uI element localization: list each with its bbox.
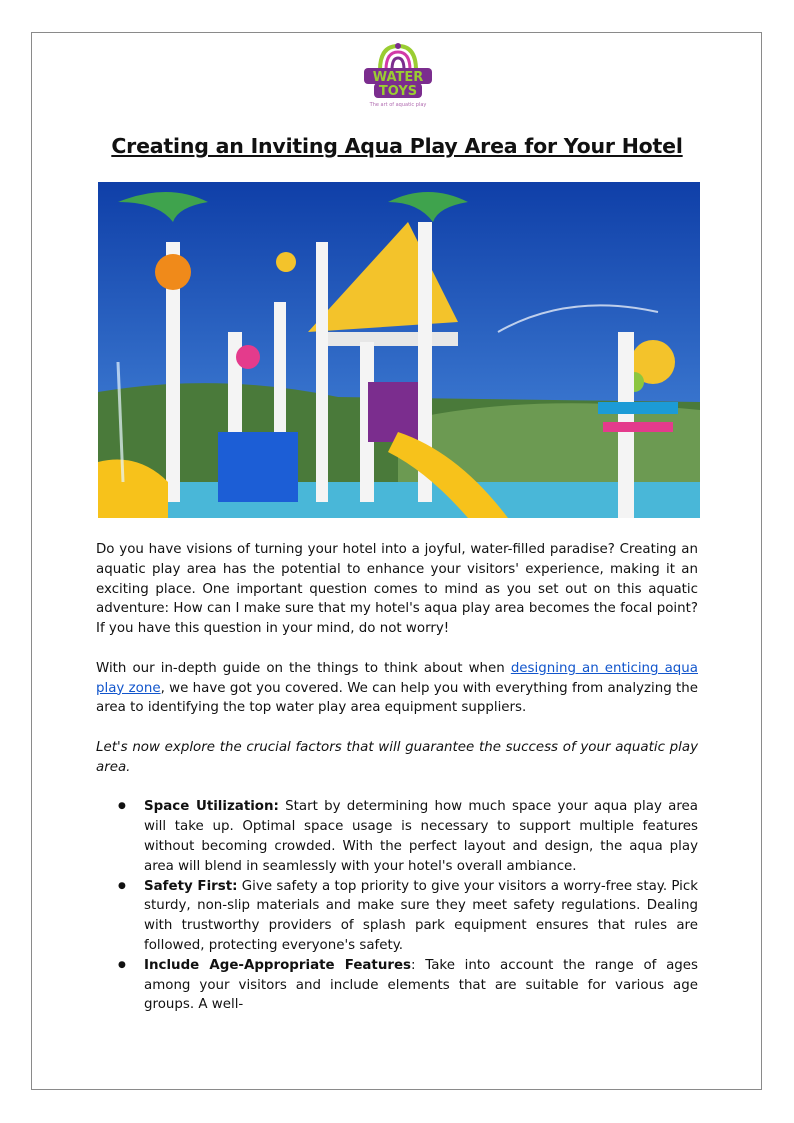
article-body — [96, 540, 698, 1015]
logo-text-water: WATER — [372, 70, 424, 85]
bullet-text: Start by determining how much space your aqua play area will take up. Optimal space usage is necessary to support multiple features without becoming crowded. With the perfect layout and design, the aqua play area will blend in seamlessly with your hotel's overall ambiance. — [144, 799, 699, 874]
bullet-text: Give safety a top priority to give your visitors a worry-free stay. Pick sturdy, non-slip materials and make sure they meet safety regulations. Dealing with trustworthy providers of splash park equipment ensures that rules are followed, protecting everyone's safety. — [144, 878, 698, 953]
bullet-heading: Space Utilization: — [144, 799, 279, 815]
factor-list — [96, 797, 698, 1015]
designing-aqua-play-zone-link[interactable]: designing an enticing aqua play zone — [96, 660, 698, 696]
logo-tagline: The art of aquatic play — [369, 102, 427, 108]
hero-image — [98, 182, 700, 518]
bullet-heading: Safety First: — [144, 878, 238, 894]
guide-text-before: With our in-depth guide on the things to think about when — [96, 660, 511, 676]
bullet-heading: Include Age-Appropriate Features — [144, 957, 412, 973]
list-item — [96, 956, 698, 1015]
list-item — [96, 797, 698, 876]
bullet-text: : Take into account the range of ages among your visitors and include elements that are suitable for various age groups. A well- — [144, 957, 698, 1013]
logo-text-toys: TOYS — [378, 84, 418, 99]
list-item — [96, 877, 698, 956]
guide-paragraph — [96, 659, 698, 718]
lead-in-paragraph: Let's now explore the crucial factors that will guarantee the success of your aquatic play area. — [96, 739, 698, 775]
intro-paragraph: Do you have visions of turning your hotel into a joyful, water-filled paradise? Creating an aquatic play area has the potential to enhance your visitors' experience, making it an exciting place. One important question comes to mind as you set out on this aquatic adventure: How can I make sure that my hotel's aqua play area becomes the focal point? If you have this question in your mind, do not worry! — [96, 542, 698, 637]
brand-logo — [350, 40, 446, 112]
guide-text-after: , we have got you covered. We can help you with everything from analyzing the area to identifying the top water play area equipment suppliers. — [96, 680, 698, 716]
document-title: Creating an Inviting Aqua Play Area for Your Hotel — [111, 133, 683, 158]
